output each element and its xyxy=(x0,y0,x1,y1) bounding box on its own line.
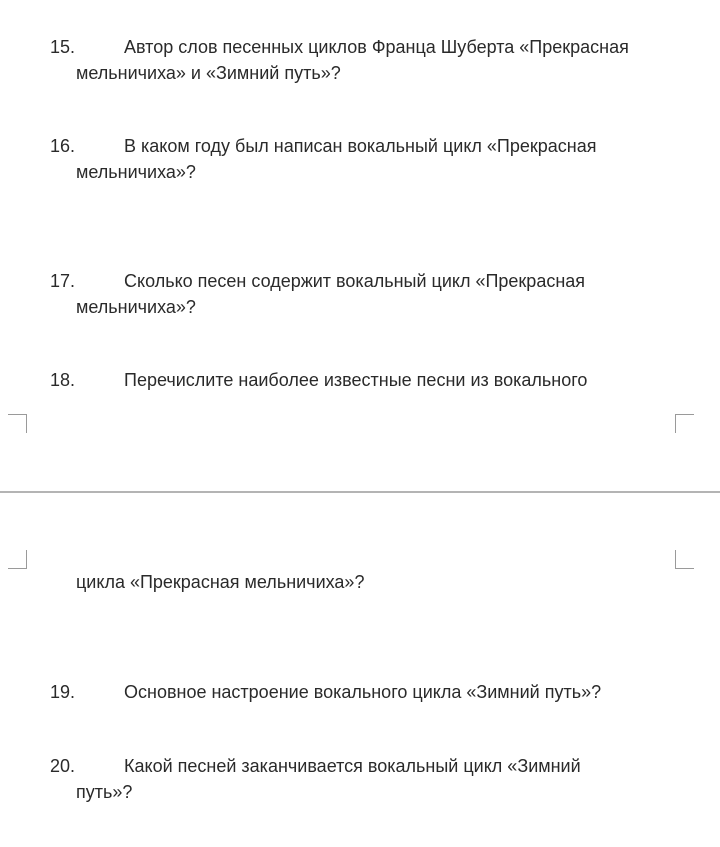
question-text: Основное настроение вокального цикла «Зимний путь»? xyxy=(124,682,602,702)
page-corner-mark-bottom-right xyxy=(675,550,694,569)
question-text: Автор слов песенных циклов Франца Шуберта «Прекрасная xyxy=(124,37,629,57)
question-text: Перечислите наиболее известные песни из вокального xyxy=(124,370,588,390)
question-text-continued: цикла «Прекрасная мельничиха»? xyxy=(76,572,365,592)
question-18 xyxy=(0,367,720,393)
page-corner-mark-top-right xyxy=(675,414,694,433)
question-19 xyxy=(0,679,720,705)
page-corner-mark-top-left xyxy=(8,414,27,433)
question-text-continued: мельничиха» и «Зимний путь»? xyxy=(76,63,341,83)
question-text-continued: мельничиха»? xyxy=(76,162,196,182)
question-number: 19. xyxy=(50,682,76,702)
question-number: 20. xyxy=(50,756,76,776)
question-16 xyxy=(0,133,720,185)
question-18-continued xyxy=(0,569,720,595)
question-number: 15. xyxy=(50,37,76,57)
question-number: 16. xyxy=(50,136,76,156)
question-20 xyxy=(0,753,720,805)
question-text: Сколько песен содержит вокальный цикл «Прекрасная xyxy=(124,271,586,291)
page-corner-mark-bottom-left xyxy=(8,550,27,569)
question-15 xyxy=(0,34,720,86)
question-number: 17. xyxy=(50,271,76,291)
question-text: Какой песней заканчивается вокальный цикл «Зимний xyxy=(124,756,581,776)
question-text: В каком году был написан вокальный цикл «Прекрасная xyxy=(124,136,597,156)
question-17 xyxy=(0,268,720,320)
question-text-continued: мельничиха»? xyxy=(76,297,196,317)
question-number: 18. xyxy=(50,370,76,390)
question-text-continued: путь»? xyxy=(76,782,133,802)
